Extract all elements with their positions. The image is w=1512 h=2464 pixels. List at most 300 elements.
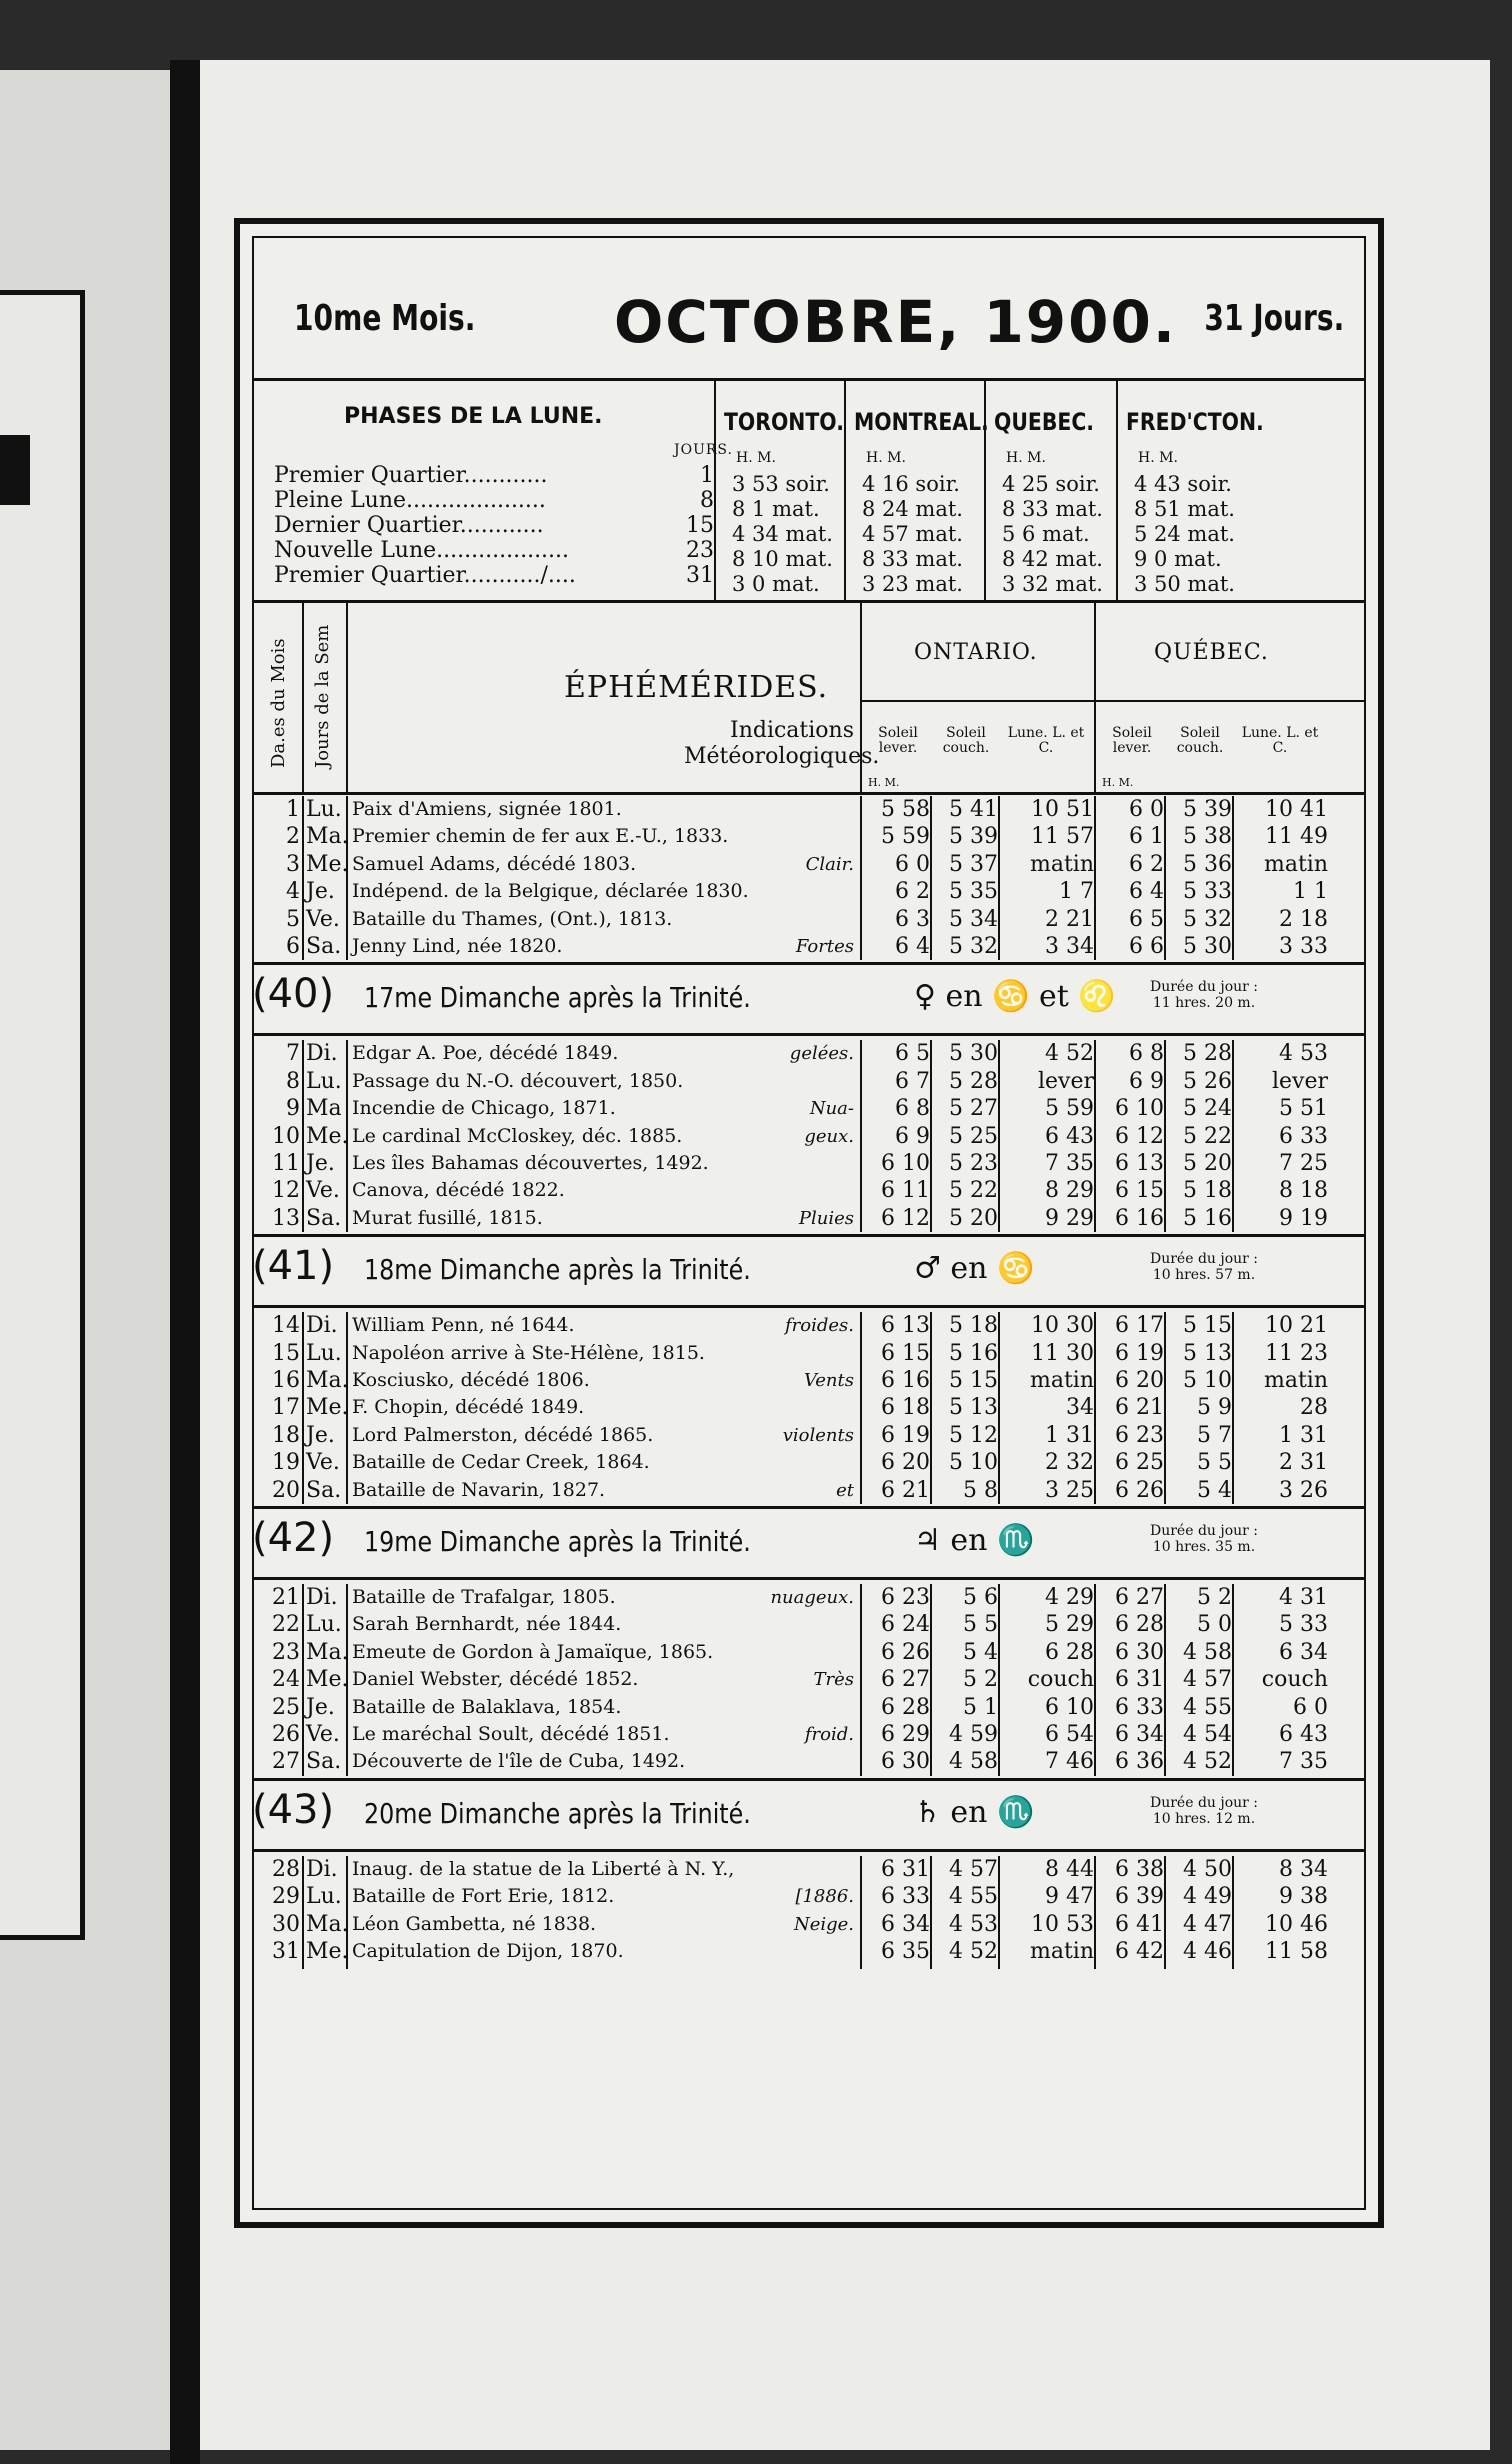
day-weekday: Ma.	[306, 1639, 349, 1665]
day-time: 6 31	[881, 1856, 930, 1882]
day-time: 6 33	[1279, 1123, 1328, 1149]
day-event: Sarah Bernhardt, née 1844.	[352, 1613, 622, 1636]
day-time: 5 51	[1279, 1096, 1328, 1122]
day-time: 5 7	[1197, 1422, 1232, 1448]
day-weekday: Je.	[306, 879, 335, 905]
moon-phase-time: 4 57 mat.	[862, 522, 963, 546]
moon-phase-time: 9 0 mat.	[1134, 547, 1222, 571]
day-time: 3 26	[1279, 1477, 1328, 1503]
day-time: 5 59	[1045, 1096, 1094, 1122]
day-time: 6 34	[1115, 1722, 1164, 1747]
day-date: 14	[272, 1313, 300, 1339]
day-time: 6 36	[1115, 1749, 1164, 1775]
moon-phase-name: Premier Quartier............	[274, 464, 548, 488]
day-time: 7 46	[1045, 1749, 1094, 1775]
day-time: 6 23	[881, 1585, 930, 1610]
day-weekday: Me.	[306, 1395, 349, 1421]
day-time: 6 4	[1129, 879, 1164, 905]
day-time: 6 26	[1115, 1477, 1164, 1503]
day-time: 4 54	[1183, 1722, 1232, 1747]
day-time: 8 29	[1045, 1178, 1094, 1204]
day-time: 6 25	[1115, 1450, 1164, 1476]
day-time: couch	[1261, 1667, 1328, 1693]
day-meteo: [1886.	[795, 1886, 854, 1908]
moon-phase-time: 8 33 mat.	[1002, 497, 1103, 521]
moon-phase-time: 8 24 mat.	[862, 497, 963, 521]
astro-conjunction: ♄ en ♏	[914, 1794, 1035, 1830]
day-time: 6 34	[881, 1911, 930, 1937]
day-time: 6 24	[881, 1612, 930, 1638]
day-time: 5 28	[949, 1068, 998, 1094]
day-time: 1 1	[1293, 879, 1328, 905]
day-time: 5 30	[1183, 934, 1232, 959]
quebec-moon-header: Lune. L. et C.	[1241, 725, 1319, 756]
sunday-number: (41)	[252, 1243, 335, 1290]
day-event: Samuel Adams, décédé 1803.	[352, 852, 637, 875]
moon-phase-time: 3 23 mat.	[862, 572, 963, 596]
day-time: 5 10	[949, 1450, 998, 1476]
day-time: 2 18	[1279, 906, 1328, 932]
day-time: 6 20	[881, 1450, 930, 1476]
day-weekday: Sa.	[306, 1205, 342, 1231]
day-time: 6 30	[1115, 1639, 1164, 1665]
day-event: Le maréchal Soult, décédé 1851.	[352, 1723, 670, 1745]
ontario-label: ONTARIO.	[914, 640, 1038, 665]
day-time: 6 10	[1115, 1096, 1164, 1122]
day-weekday: Lu.	[306, 797, 342, 822]
day-time: 6 12	[881, 1205, 930, 1231]
moon-phase-row	[274, 464, 714, 488]
day-time: 6 15	[881, 1340, 930, 1366]
day-weekday: Me.	[306, 1939, 349, 1964]
day-event: Bataille de Balaklava, 1854.	[352, 1695, 622, 1718]
day-date: 16	[272, 1368, 300, 1393]
moon-phase-time: 3 53 soir.	[732, 472, 830, 496]
day-time: 8 18	[1279, 1178, 1328, 1204]
day-date: 6	[286, 934, 300, 959]
day-weekday: Me.	[306, 1123, 349, 1149]
day-time: 6 21	[881, 1477, 930, 1503]
day-weekday: Sa.	[306, 1477, 342, 1503]
moon-phase-day: 1	[700, 464, 714, 488]
day-date: 17	[272, 1395, 300, 1421]
days-count: 31 Jours.	[1204, 298, 1344, 339]
day-meteo: froides.	[785, 1315, 854, 1337]
astro-conjunction: ♃ en ♏	[914, 1523, 1035, 1558]
day-time: 28	[1300, 1395, 1328, 1421]
day-time: 6 4	[895, 934, 930, 959]
moon-phase-time: 8 51 mat.	[1134, 497, 1235, 521]
day-time: 5 6	[963, 1585, 998, 1610]
day-event: Paix d'Amiens, signée 1801.	[352, 798, 622, 820]
moon-phase-city-column	[844, 378, 989, 600]
day-length: Durée du jour : 10 hres. 12 m.	[1149, 1794, 1259, 1827]
day-time: 5 33	[1183, 879, 1232, 905]
day-date: 11	[272, 1151, 300, 1176]
day-time: 6 5	[1129, 906, 1164, 932]
day-time: 4 57	[949, 1856, 998, 1882]
sunday-title: 20me Dimanche après la Trinité.	[364, 1796, 751, 1830]
day-date: 10	[272, 1123, 300, 1149]
day-time: 6 42	[1115, 1939, 1164, 1964]
day-time: 4 58	[1183, 1639, 1232, 1665]
day-time: 1 31	[1279, 1422, 1328, 1448]
day-weekday: Je.	[306, 1422, 335, 1448]
day-time: 5 22	[949, 1178, 998, 1204]
moon-phase-time: 4 25 soir.	[1002, 472, 1100, 496]
moon-phases-title: PHASES DE LA LUNE.	[344, 404, 603, 429]
moon-phase-time: 8 42 mat.	[1002, 547, 1103, 571]
day-time: 6 11	[881, 1178, 930, 1204]
day-time: 3 34	[1045, 934, 1094, 959]
day-weekday: Ve.	[306, 1178, 340, 1204]
day-time: 10 46	[1265, 1911, 1328, 1937]
day-time: 5 59	[881, 824, 930, 850]
day-weekday: Lu.	[306, 1884, 342, 1910]
day-time: 5 33	[1279, 1612, 1328, 1638]
day-weekday: Ve.	[306, 1450, 340, 1476]
day-time: 5 32	[1183, 906, 1232, 932]
sunday-number: (42)	[252, 1515, 335, 1561]
day-event: Découverte de l'île de Cuba, 1492.	[352, 1750, 686, 1773]
day-date: 24	[272, 1667, 300, 1693]
day-time: 11 30	[1031, 1340, 1094, 1366]
month-number: 10me Mois.	[294, 298, 476, 339]
ephemerides-title: ÉPHÉMÉRIDES.	[564, 670, 829, 705]
day-time: 5 35	[949, 879, 998, 905]
day-time: 6 7	[895, 1068, 930, 1094]
day-time: 4 50	[1183, 1856, 1232, 1882]
day-date: 27	[272, 1749, 300, 1775]
day-time: 5 58	[881, 797, 930, 822]
day-time: 6 15	[1115, 1178, 1164, 1204]
day-time: 6 19	[881, 1422, 930, 1448]
day-time: 5 13	[949, 1395, 998, 1421]
day-date: 13	[272, 1205, 300, 1231]
day-time: 6 35	[881, 1939, 930, 1964]
day-date: 28	[272, 1856, 300, 1882]
day-event: Indépend. de la Belgique, déclarée 1830.	[352, 880, 749, 903]
moon-phase-name: Nouvelle Lune...................	[274, 539, 570, 563]
day-event: Bataille de Cedar Creek, 1864.	[352, 1451, 650, 1474]
day-time: 6 2	[1129, 851, 1164, 877]
day-event: Passage du N.-O. découvert, 1850.	[352, 1069, 684, 1092]
moon-phase-name: Dernier Quartier............	[274, 514, 544, 538]
moon-phase-day: 8	[700, 489, 714, 513]
day-event: Edgar A. Poe, décédé 1849.	[352, 1042, 619, 1065]
day-time: 5 18	[1183, 1178, 1232, 1204]
day-time: matin	[1029, 851, 1094, 877]
day-weekday: Je.	[306, 1151, 335, 1176]
day-time: 5 4	[963, 1639, 998, 1665]
day-time: 5 20	[949, 1205, 998, 1231]
moon-phase-city-column	[714, 378, 846, 600]
day-time: 4 58	[949, 1749, 998, 1775]
moon-phase-time: 3 0 mat.	[732, 572, 820, 596]
day-time: 10 51	[1031, 797, 1094, 822]
day-event: Premier chemin de fer aux E.-U., 1833.	[352, 825, 729, 848]
day-time: 5 1	[963, 1694, 998, 1720]
day-weekday: Ma.	[306, 824, 349, 850]
day-date: 3	[286, 851, 300, 877]
day-time: 6 0	[1293, 1694, 1328, 1720]
day-event: Jenny Lind, née 1820.	[352, 935, 563, 957]
moon-phase-time: 5 6 mat.	[1002, 522, 1090, 546]
day-time: 6 43	[1045, 1123, 1094, 1149]
day-weekday: Ve.	[306, 1722, 340, 1747]
day-time: 5 2	[963, 1667, 998, 1693]
day-time: 9 29	[1045, 1205, 1094, 1231]
day-time: 6 8	[895, 1096, 930, 1122]
day-weekday: Di.	[306, 1041, 338, 1067]
sunday-bar	[254, 962, 1364, 1036]
day-time: 6 26	[881, 1639, 930, 1665]
day-weekday: Me.	[306, 851, 349, 877]
moon-phase-city-column	[984, 378, 1118, 600]
day-time: 11 23	[1265, 1340, 1328, 1366]
day-time: 2 32	[1045, 1450, 1094, 1476]
day-date: 26	[272, 1722, 300, 1747]
day-time: 6 13	[1115, 1151, 1164, 1176]
day-event: Inaug. de la statue de la Liberté à N. Y.,	[352, 1857, 735, 1880]
moon-phase-time: 4 16 soir.	[862, 472, 960, 496]
day-time: 4 53	[1279, 1041, 1328, 1067]
moon-phase-name: Pleine Lune....................	[274, 489, 546, 513]
day-time: 6 29	[881, 1722, 930, 1747]
day-time: 11 57	[1031, 824, 1094, 850]
day-time: 6 1	[1129, 824, 1164, 850]
day-event: Les îles Bahamas découvertes, 1492.	[352, 1152, 709, 1174]
day-time: 6 13	[881, 1313, 930, 1339]
day-event: William Penn, né 1644.	[352, 1314, 575, 1337]
day-time: 5 10	[1183, 1368, 1232, 1393]
day-time: 2 21	[1045, 906, 1094, 932]
sunday-bar	[254, 1778, 1364, 1852]
city-name: QUEBEC.	[994, 408, 1095, 436]
day-time: 6 21	[1115, 1395, 1164, 1421]
day-time: 6 31	[1115, 1667, 1164, 1693]
moon-phase-row	[274, 539, 714, 563]
day-time: 5 23	[949, 1151, 998, 1176]
day-time: 6 33	[881, 1884, 930, 1910]
day-weekday: Sa.	[306, 1749, 342, 1775]
day-time: 5 32	[949, 934, 998, 959]
day-time: 4 52	[1045, 1041, 1094, 1067]
day-time: 6 28	[1045, 1639, 1094, 1665]
day-time: 6 10	[881, 1151, 930, 1176]
day-date: 12	[272, 1178, 300, 1204]
day-time: 5 15	[1183, 1313, 1232, 1339]
day-time: 5 26	[1183, 1068, 1232, 1094]
day-time: matin	[1029, 1368, 1094, 1393]
day-time: 4 52	[1183, 1749, 1232, 1775]
book-spine	[170, 60, 200, 2464]
day-date: 19	[272, 1450, 300, 1476]
day-meteo: Fortes	[795, 936, 854, 957]
city-name: FRED'CTON.	[1126, 408, 1264, 436]
day-time: 6 2	[895, 879, 930, 905]
moon-phase-day: 15	[686, 514, 714, 538]
hm-label: H. M.	[1006, 450, 1046, 466]
day-time: 5 34	[949, 906, 998, 932]
day-time: 11 58	[1265, 1939, 1328, 1964]
day-time: 5 5	[1197, 1450, 1232, 1476]
day-time: lever	[1271, 1068, 1328, 1094]
day-time: 6 10	[1045, 1694, 1094, 1720]
city-name: TORONTO.	[724, 408, 844, 436]
ephemerides-header	[254, 600, 1364, 795]
day-meteo: Très	[813, 1669, 854, 1691]
day-time: 4 55	[1183, 1694, 1232, 1720]
moon-phases-jours-label: JOURS.	[674, 442, 733, 458]
day-time: 9 47	[1045, 1884, 1094, 1910]
day-event: Emeute de Gordon à Jamaïque, 1865.	[352, 1640, 714, 1663]
day-time: 6 9	[1129, 1068, 1164, 1094]
day-meteo: violents	[782, 1424, 854, 1446]
day-time: 5 39	[1183, 797, 1232, 822]
day-date: 1	[286, 797, 300, 822]
day-event: Daniel Webster, décédé 1852.	[352, 1668, 639, 1691]
day-weekday: Ma	[306, 1096, 342, 1122]
day-time: 6 28	[881, 1694, 930, 1720]
day-time: 9 19	[1279, 1205, 1328, 1231]
moon-phases-section	[254, 378, 1364, 603]
day-event: Bataille de Trafalgar, 1805.	[352, 1586, 616, 1608]
day-time: 5 24	[1183, 1096, 1232, 1122]
ontario-moon-header: Lune. L. et C.	[1007, 725, 1085, 756]
col-dates-label: Da.es du Mois	[268, 638, 289, 768]
moon-phase-row	[274, 514, 714, 538]
day-event: Léon Gambetta, né 1838.	[352, 1912, 597, 1935]
day-time: 5 18	[949, 1313, 998, 1339]
day-event: Napoléon arrive à Ste-Hélène, 1815.	[352, 1341, 705, 1364]
moon-phase-day: 23	[686, 539, 714, 563]
day-time: 5 37	[949, 851, 998, 877]
day-event: F. Chopin, décédé 1849.	[352, 1396, 585, 1419]
quebec-sunset-header: Soleil couch.	[1176, 725, 1224, 756]
day-time: 34	[1066, 1395, 1094, 1421]
day-weekday: Sa.	[306, 934, 342, 959]
day-time: 6 0	[1129, 797, 1164, 822]
day-time: 5 22	[1183, 1123, 1232, 1149]
day-date: 29	[272, 1884, 300, 1910]
day-time: 6 39	[1115, 1884, 1164, 1910]
day-time: 5 5	[963, 1612, 998, 1638]
day-time: 5 4	[1197, 1477, 1232, 1503]
day-meteo: Vents	[803, 1370, 854, 1391]
hm-label: H. M.	[866, 450, 906, 466]
day-meteo: gelées.	[789, 1043, 854, 1065]
day-time: 4 57	[1183, 1667, 1232, 1693]
day-date: 8	[286, 1068, 300, 1094]
day-weekday: Di.	[306, 1585, 338, 1610]
day-time: 6 38	[1115, 1856, 1164, 1882]
day-time: 10 30	[1031, 1313, 1094, 1339]
day-event: Capitulation de Dijon, 1870.	[352, 1940, 624, 1962]
day-event: Bataille de Navarin, 1827.	[352, 1478, 606, 1501]
moon-phase-time: 8 1 mat.	[732, 497, 820, 521]
day-date: 15	[272, 1340, 300, 1366]
left-page-frame	[0, 290, 85, 1940]
day-meteo: geux.	[804, 1125, 854, 1147]
moon-phase-time: 8 33 mat.	[862, 547, 963, 571]
day-date: 21	[272, 1585, 300, 1610]
quebec-label: QUÉBEC.	[1154, 640, 1269, 665]
day-event: Le cardinal McCloskey, déc. 1885.	[352, 1124, 683, 1147]
day-weekday: Ma.	[306, 1911, 349, 1937]
day-time: 5 16	[1183, 1205, 1232, 1231]
day-time: 5 27	[949, 1096, 998, 1122]
day-meteo: et	[836, 1479, 854, 1501]
day-time: 7 25	[1279, 1151, 1328, 1176]
day-time: 5 20	[1183, 1151, 1232, 1176]
day-time: 1 7	[1059, 879, 1094, 905]
day-time: 6 43	[1279, 1722, 1328, 1747]
day-date: 7	[286, 1041, 300, 1067]
day-event: Incendie de Chicago, 1871.	[352, 1097, 616, 1120]
day-meteo: nuageux.	[770, 1587, 854, 1608]
day-time: 6 16	[881, 1368, 930, 1393]
day-time: 6 17	[1115, 1313, 1164, 1339]
quebec-sunrise-header: Soleil lever.	[1112, 725, 1152, 756]
day-time: 5 12	[949, 1422, 998, 1448]
day-date: 9	[286, 1096, 300, 1122]
day-time: 6 27	[881, 1667, 930, 1693]
day-time: 5 0	[1197, 1612, 1232, 1638]
day-time: 5 36	[1183, 851, 1232, 877]
day-date: 4	[286, 879, 300, 905]
day-time: matin	[1263, 1368, 1328, 1393]
day-weekday: Di.	[306, 1856, 338, 1882]
column-rules	[254, 796, 1364, 960]
moon-phase-time: 3 50 mat.	[1134, 572, 1235, 596]
day-event: Kosciusko, décédé 1806.	[352, 1369, 590, 1391]
day-time: 3 33	[1279, 934, 1328, 959]
sunday-title: 17me Dimanche après la Trinité.	[364, 981, 751, 1015]
day-time: 5 25	[949, 1123, 998, 1149]
day-time: 6 12	[1115, 1123, 1164, 1149]
hm-label: H. M.	[868, 776, 900, 789]
day-time: lever	[1037, 1068, 1094, 1094]
day-time: 5 28	[1183, 1041, 1232, 1067]
ontario-sunset-header: Soleil couch.	[942, 725, 990, 756]
moon-phase-city-column	[1116, 378, 1354, 600]
day-time: 7 35	[1279, 1749, 1328, 1775]
meteo-indications-label: Indications Météorologiques.	[684, 718, 880, 769]
day-time: 1 31	[1045, 1422, 1094, 1448]
moon-phase-time: 4 34 mat.	[732, 522, 833, 546]
day-date: 5	[286, 906, 300, 932]
day-meteo: froid.	[804, 1724, 854, 1745]
day-time: 8 34	[1279, 1856, 1328, 1882]
moon-phase-name: Premier Quartier.........../....	[274, 564, 576, 588]
day-event: Canova, décédé 1822.	[352, 1179, 565, 1202]
day-time: matin	[1263, 851, 1328, 877]
day-date: 22	[272, 1612, 300, 1638]
day-time: 4 52	[949, 1939, 998, 1964]
moon-phase-time: 5 24 mat.	[1134, 522, 1235, 546]
day-time: 5 9	[1197, 1395, 1232, 1421]
day-weekday: Ma.	[306, 1368, 349, 1393]
day-length: Durée du jour : 10 hres. 57 m.	[1149, 1251, 1259, 1284]
day-time: 6 34	[1279, 1639, 1328, 1665]
column-rules	[254, 1856, 1364, 1970]
sunday-bar	[254, 1506, 1364, 1580]
hm-label: H. M.	[1102, 776, 1134, 789]
calendar-inner-frame	[252, 236, 1366, 2210]
day-time: 7 35	[1045, 1151, 1094, 1176]
day-date: 2	[286, 824, 300, 850]
